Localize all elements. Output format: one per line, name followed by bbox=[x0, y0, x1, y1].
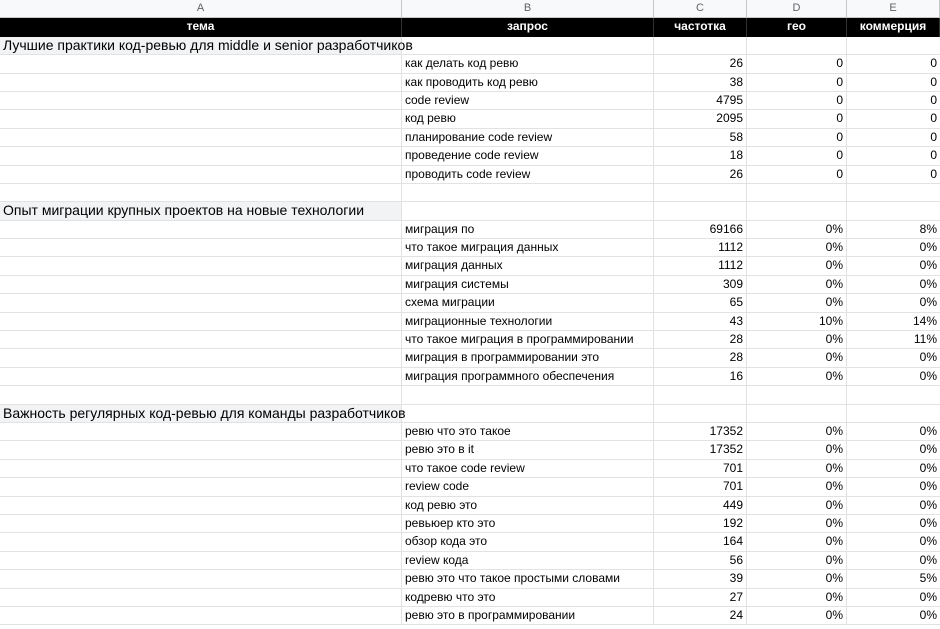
header-cell-commerce[interactable]: коммерция bbox=[847, 18, 940, 36]
cell-frequency[interactable]: 192 bbox=[654, 515, 747, 533]
cell-commerce[interactable]: 0% bbox=[847, 294, 940, 312]
cell-commerce[interactable]: 0% bbox=[847, 257, 940, 275]
cell-geo[interactable]: 0% bbox=[747, 239, 847, 257]
cell-commerce[interactable]: 0% bbox=[847, 607, 940, 625]
cell-query[interactable] bbox=[402, 37, 654, 55]
cell-topic[interactable] bbox=[0, 36, 413, 55]
cell-query[interactable] bbox=[402, 386, 654, 404]
cell-geo[interactable]: 0% bbox=[747, 497, 847, 515]
cell-commerce[interactable] bbox=[847, 37, 940, 55]
cell-commerce[interactable]: 0% bbox=[847, 276, 940, 294]
cell-commerce[interactable]: 0 bbox=[847, 147, 940, 165]
cell-topic[interactable] bbox=[0, 166, 402, 184]
cell-commerce[interactable]: 0% bbox=[847, 441, 940, 459]
cell-topic[interactable] bbox=[0, 404, 406, 423]
cell-geo[interactable]: 0% bbox=[747, 589, 847, 607]
cell-topic[interactable] bbox=[0, 313, 402, 331]
cell-commerce[interactable]: 0% bbox=[847, 515, 940, 533]
cell-topic[interactable] bbox=[0, 74, 402, 92]
table-row bbox=[0, 460, 940, 478]
cell-query[interactable]: миграция данных bbox=[402, 257, 654, 275]
cell-frequency[interactable]: 17352 bbox=[654, 423, 747, 441]
cell-topic[interactable] bbox=[0, 589, 402, 607]
cell-frequency[interactable]: 701 bbox=[654, 460, 747, 478]
cell-frequency[interactable]: 69166 bbox=[654, 221, 747, 239]
cell-query[interactable]: review кода bbox=[402, 552, 654, 570]
cell-query[interactable]: миграция по bbox=[402, 221, 654, 239]
cell-geo[interactable]: 0 bbox=[747, 55, 847, 73]
cell-topic[interactable] bbox=[0, 239, 402, 257]
cell-topic[interactable] bbox=[0, 202, 402, 220]
cell-geo[interactable]: 0% bbox=[747, 368, 847, 386]
cell-frequency[interactable]: 27 bbox=[654, 589, 747, 607]
cell-geo[interactable]: 0% bbox=[747, 349, 847, 367]
topic-row bbox=[0, 202, 940, 220]
cell-geo[interactable]: 0% bbox=[747, 441, 847, 459]
topic-title: Лучшие практики код-ревью для middle и senior разработчиков bbox=[3, 36, 413, 53]
cell-query[interactable]: ревю что это такое bbox=[402, 423, 654, 441]
table-row bbox=[0, 110, 940, 128]
header-cell-frequency[interactable]: частотка bbox=[654, 18, 747, 36]
table-row bbox=[0, 331, 940, 349]
table-row bbox=[0, 276, 940, 294]
cell-geo[interactable]: 0 bbox=[747, 110, 847, 128]
cell-query[interactable] bbox=[402, 405, 654, 423]
table-row bbox=[0, 257, 940, 275]
cell-query[interactable]: как делать код ревю bbox=[402, 55, 654, 73]
cell-query[interactable]: миграция в программировании это bbox=[402, 349, 654, 367]
cell-frequency[interactable] bbox=[654, 386, 747, 404]
cell-commerce[interactable] bbox=[847, 184, 940, 202]
cell-query[interactable]: как проводить код ревю bbox=[402, 74, 654, 92]
table-row bbox=[0, 147, 940, 165]
cell-commerce[interactable]: 0 bbox=[847, 55, 940, 73]
cell-geo[interactable]: 0% bbox=[747, 478, 847, 496]
table-row bbox=[0, 166, 940, 184]
cell-query[interactable]: проводить code review bbox=[402, 166, 654, 184]
cell-geo[interactable]: 0% bbox=[747, 460, 847, 478]
cell-frequency[interactable]: 39 bbox=[654, 570, 747, 588]
column-letter-header-row bbox=[0, 0, 940, 18]
cell-topic[interactable] bbox=[0, 221, 402, 239]
cell-topic[interactable] bbox=[0, 349, 402, 367]
cell-frequency[interactable]: 65 bbox=[654, 294, 747, 312]
cell-commerce[interactable]: 0% bbox=[847, 497, 940, 515]
cell-frequency[interactable] bbox=[654, 37, 747, 55]
cell-geo[interactable] bbox=[747, 184, 847, 202]
cell-topic[interactable] bbox=[0, 478, 402, 496]
cell-geo[interactable]: 10% bbox=[747, 313, 847, 331]
cell-topic[interactable] bbox=[0, 276, 402, 294]
cell-topic[interactable] bbox=[0, 368, 402, 386]
table-row bbox=[0, 478, 940, 496]
cell-topic[interactable] bbox=[0, 184, 402, 202]
table-row bbox=[0, 589, 940, 607]
cell-topic[interactable] bbox=[0, 607, 402, 625]
cell-geo[interactable]: 0% bbox=[747, 331, 847, 349]
cell-commerce[interactable]: 0 bbox=[847, 92, 940, 110]
cell-query[interactable]: ревю это в it bbox=[402, 441, 654, 459]
cell-frequency[interactable]: 164 bbox=[654, 533, 747, 551]
cell-frequency[interactable]: 18 bbox=[654, 147, 747, 165]
cell-query[interactable]: ревю это в программировании bbox=[402, 607, 654, 625]
cell-frequency[interactable]: 24 bbox=[654, 607, 747, 625]
table-row bbox=[0, 607, 940, 625]
cell-query[interactable]: проведение code review bbox=[402, 147, 654, 165]
column-d-header[interactable]: D bbox=[747, 0, 847, 18]
cell-geo[interactable]: 0% bbox=[747, 423, 847, 441]
cell-geo[interactable]: 0 bbox=[747, 74, 847, 92]
cell-query[interactable]: миграция программного обеспечения bbox=[402, 368, 654, 386]
cell-geo[interactable]: 0 bbox=[747, 166, 847, 184]
cell-commerce[interactable]: 0% bbox=[847, 368, 940, 386]
cell-commerce[interactable]: 0% bbox=[847, 239, 940, 257]
table-row bbox=[0, 441, 940, 459]
cell-commerce[interactable]: 0% bbox=[847, 349, 940, 367]
cell-topic[interactable] bbox=[0, 497, 402, 515]
cell-topic[interactable] bbox=[0, 110, 402, 128]
column-b-header[interactable]: B bbox=[402, 0, 654, 18]
cell-geo[interactable] bbox=[747, 405, 847, 423]
cell-geo[interactable] bbox=[747, 202, 847, 220]
table-row bbox=[0, 533, 940, 551]
cell-query[interactable]: код ревю это bbox=[402, 497, 654, 515]
table-row bbox=[0, 349, 940, 367]
cell-topic[interactable] bbox=[0, 386, 402, 404]
cell-frequency[interactable]: 58 bbox=[654, 129, 747, 147]
cell-commerce[interactable]: 0 bbox=[847, 110, 940, 128]
cell-topic[interactable] bbox=[0, 331, 402, 349]
cell-query[interactable]: схема миграции bbox=[402, 294, 654, 312]
cell-topic[interactable] bbox=[0, 257, 402, 275]
cell-commerce[interactable]: 0% bbox=[847, 533, 940, 551]
cell-frequency[interactable]: 26 bbox=[654, 55, 747, 73]
column-c-header[interactable]: C bbox=[654, 0, 747, 18]
cell-query[interactable]: что такое миграция в программировании bbox=[402, 331, 654, 349]
cell-commerce[interactable] bbox=[847, 405, 940, 423]
cell-query[interactable]: миграционные технологии bbox=[402, 313, 654, 331]
topic-row bbox=[0, 405, 940, 423]
cell-frequency[interactable]: 43 bbox=[654, 313, 747, 331]
table-header-row bbox=[0, 18, 940, 36]
table-row bbox=[0, 92, 940, 110]
table-row bbox=[0, 552, 940, 570]
cell-query[interactable]: ревьюер кто это bbox=[402, 515, 654, 533]
cell-frequency[interactable]: 17352 bbox=[654, 441, 747, 459]
cell-topic[interactable] bbox=[0, 423, 402, 441]
cell-geo[interactable]: 0 bbox=[747, 147, 847, 165]
cell-frequency[interactable]: 449 bbox=[654, 497, 747, 515]
cell-commerce[interactable]: 0% bbox=[847, 423, 940, 441]
cell-geo[interactable] bbox=[747, 37, 847, 55]
cell-frequency[interactable]: 28 bbox=[654, 331, 747, 349]
cell-geo[interactable]: 0% bbox=[747, 607, 847, 625]
cell-query[interactable]: ревю это что такое простыми словами bbox=[402, 570, 654, 588]
cell-topic[interactable] bbox=[0, 55, 402, 73]
cell-frequency[interactable]: 56 bbox=[654, 552, 747, 570]
cell-commerce[interactable]: 0% bbox=[847, 589, 940, 607]
cell-geo[interactable]: 0% bbox=[747, 221, 847, 239]
cell-commerce[interactable] bbox=[847, 202, 940, 220]
cell-geo[interactable]: 0 bbox=[747, 129, 847, 147]
cell-frequency[interactable]: 16 bbox=[654, 368, 747, 386]
cell-commerce[interactable] bbox=[847, 386, 940, 404]
table-row bbox=[0, 294, 940, 312]
cell-commerce[interactable]: 0 bbox=[847, 166, 940, 184]
table-body bbox=[0, 37, 940, 626]
table-row bbox=[0, 239, 940, 257]
topic-title: Опыт миграции крупных проектов на новые технологии bbox=[3, 202, 365, 219]
cell-frequency[interactable]: 4795 bbox=[654, 92, 747, 110]
table-row bbox=[0, 368, 940, 386]
cell-topic[interactable] bbox=[0, 147, 402, 165]
cell-frequency[interactable]: 309 bbox=[654, 276, 747, 294]
cell-commerce[interactable]: 5% bbox=[847, 570, 940, 588]
cell-frequency[interactable]: 2095 bbox=[654, 110, 747, 128]
cell-geo[interactable]: 0% bbox=[747, 570, 847, 588]
topic-title: Важность регулярных код-ревью для команды разработчиков bbox=[3, 404, 406, 421]
cell-topic[interactable] bbox=[0, 92, 402, 110]
cell-commerce[interactable]: 11% bbox=[847, 331, 940, 349]
cell-topic[interactable] bbox=[0, 460, 402, 478]
cell-commerce[interactable]: 0% bbox=[847, 460, 940, 478]
cell-frequency[interactable] bbox=[654, 184, 747, 202]
header-cell-geo[interactable]: гео bbox=[747, 18, 847, 36]
cell-topic[interactable] bbox=[0, 570, 402, 588]
table-row bbox=[0, 55, 940, 73]
cell-frequency[interactable]: 26 bbox=[654, 166, 747, 184]
cell-frequency[interactable]: 701 bbox=[654, 478, 747, 496]
table-row bbox=[0, 221, 940, 239]
cell-frequency[interactable]: 1112 bbox=[654, 257, 747, 275]
cell-frequency[interactable]: 28 bbox=[654, 349, 747, 367]
cell-query[interactable]: планирование code review bbox=[402, 129, 654, 147]
table-row bbox=[0, 129, 940, 147]
column-e-header[interactable]: E bbox=[847, 0, 940, 18]
header-cell-topic[interactable]: тема bbox=[0, 18, 402, 36]
cell-query[interactable]: кодревю что это bbox=[402, 589, 654, 607]
cell-query[interactable] bbox=[402, 202, 654, 220]
cell-geo[interactable]: 0 bbox=[747, 92, 847, 110]
table-row bbox=[0, 313, 940, 331]
cell-commerce[interactable]: 14% bbox=[847, 313, 940, 331]
table-row bbox=[0, 515, 940, 533]
cell-geo[interactable]: 0% bbox=[747, 533, 847, 551]
cell-topic[interactable] bbox=[0, 533, 402, 551]
table-row bbox=[0, 423, 940, 441]
cell-query[interactable]: код ревю bbox=[402, 110, 654, 128]
cell-query[interactable]: что такое code review bbox=[402, 460, 654, 478]
cell-commerce[interactable]: 0% bbox=[847, 478, 940, 496]
cell-geo[interactable] bbox=[747, 386, 847, 404]
cell-geo[interactable]: 0% bbox=[747, 515, 847, 533]
table-row bbox=[0, 570, 940, 588]
cell-query[interactable]: что такое миграция данных bbox=[402, 239, 654, 257]
table-row bbox=[0, 74, 940, 92]
cell-frequency[interactable] bbox=[654, 202, 747, 220]
cell-query[interactable]: code review bbox=[402, 92, 654, 110]
cell-topic[interactable] bbox=[0, 441, 402, 459]
cell-frequency[interactable] bbox=[654, 405, 747, 423]
cell-commerce[interactable]: 8% bbox=[847, 221, 940, 239]
cell-topic[interactable] bbox=[0, 515, 402, 533]
blank-row bbox=[0, 184, 940, 202]
cell-query[interactable]: review code bbox=[402, 478, 654, 496]
cell-query[interactable]: миграция системы bbox=[402, 276, 654, 294]
cell-frequency[interactable]: 1112 bbox=[654, 239, 747, 257]
cell-commerce[interactable]: 0% bbox=[847, 552, 940, 570]
cell-geo[interactable]: 0% bbox=[747, 294, 847, 312]
cell-topic[interactable] bbox=[0, 294, 402, 312]
cell-commerce[interactable]: 0 bbox=[847, 74, 940, 92]
topic-row bbox=[0, 37, 940, 55]
cell-topic[interactable] bbox=[0, 552, 402, 570]
cell-frequency[interactable]: 38 bbox=[654, 74, 747, 92]
cell-query[interactable] bbox=[402, 184, 654, 202]
cell-geo[interactable]: 0% bbox=[747, 257, 847, 275]
blank-row bbox=[0, 386, 940, 404]
cell-geo[interactable]: 0% bbox=[747, 552, 847, 570]
cell-query[interactable]: обзор кода это bbox=[402, 533, 654, 551]
header-cell-query[interactable]: запрос bbox=[402, 18, 654, 36]
cell-geo[interactable]: 0% bbox=[747, 276, 847, 294]
cell-commerce[interactable]: 0 bbox=[847, 129, 940, 147]
column-a-header[interactable]: A bbox=[0, 0, 402, 18]
table-row bbox=[0, 497, 940, 515]
cell-topic[interactable] bbox=[0, 129, 402, 147]
